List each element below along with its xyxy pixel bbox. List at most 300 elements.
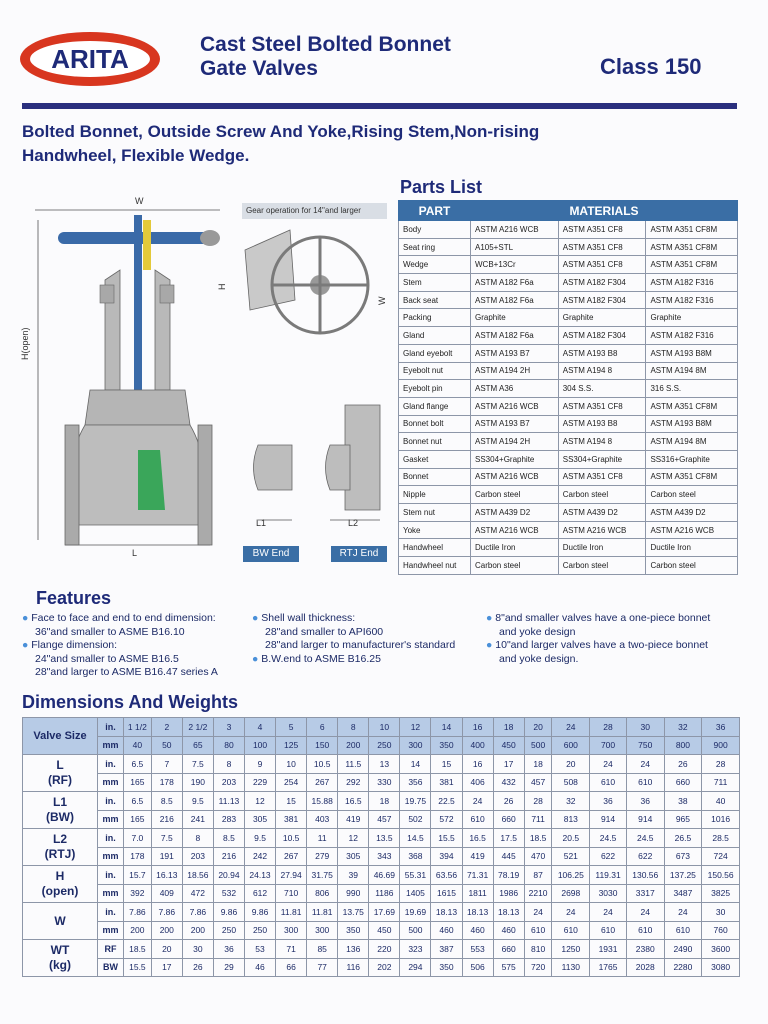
value-cell: 30 — [182, 940, 213, 959]
unit-cell: mm — [98, 884, 124, 903]
dims-row — [23, 866, 740, 885]
size-in-cell: 1 1/2 — [124, 718, 152, 737]
brand-text: ARITA — [51, 44, 129, 74]
value-cell: 724 — [702, 847, 740, 866]
value-cell: 24.13 — [245, 866, 276, 885]
parts-row — [399, 362, 738, 380]
value-cell: 350 — [338, 921, 369, 940]
value-cell: 216 — [151, 810, 182, 829]
value-cell: 612 — [245, 884, 276, 903]
material-cell: Ductile Iron — [646, 539, 738, 557]
value-cell: 711 — [524, 810, 552, 829]
parts-row — [399, 274, 738, 292]
value-cell: 191 — [151, 847, 182, 866]
value-cell: 178 — [151, 773, 182, 792]
dimension-name: WT — [50, 943, 70, 957]
value-cell: 660 — [493, 940, 524, 959]
class-label: Class 150 — [600, 54, 702, 79]
size-in-cell: 30 — [626, 718, 664, 737]
material-cell: ASTM A182 F316 — [646, 274, 738, 292]
value-cell: 11.81 — [276, 903, 307, 922]
size-mm-cell: 400 — [462, 736, 493, 755]
subtitle-line-2: Handwheel, Flexible Wedge. — [22, 146, 250, 165]
value-cell: 610 — [664, 921, 702, 940]
material-cell: ASTM A351 CF8M — [646, 397, 738, 415]
feature-line: 36"and smaller to ASME B16.10 — [35, 625, 185, 638]
value-cell: 28 — [524, 792, 552, 811]
value-cell: 267 — [276, 847, 307, 866]
size-in-cell: 5 — [276, 718, 307, 737]
value-cell: 710 — [276, 884, 307, 903]
value-cell: 267 — [307, 773, 338, 792]
value-cell: 610 — [590, 921, 627, 940]
material-cell: ASTM A194 8 — [558, 362, 646, 380]
material-cell: Ductile Iron — [558, 539, 646, 557]
value-cell: 18.13 — [431, 903, 462, 922]
size-in-cell: 3 — [213, 718, 244, 737]
value-cell: 1250 — [552, 940, 590, 959]
value-cell: 15.5 — [124, 958, 152, 977]
unit-cell: in. — [98, 866, 124, 885]
feature-line: 28"and smaller to API600 — [265, 625, 384, 638]
value-cell: 229 — [245, 773, 276, 792]
value-cell: 720 — [524, 958, 552, 977]
value-cell: 3080 — [702, 958, 740, 977]
dimension-name: L1 — [52, 795, 67, 809]
value-cell: 7.5 — [182, 755, 213, 774]
material-cell: ASTM A182 F316 — [646, 327, 738, 345]
parts-row — [399, 256, 738, 274]
material-cell: ASTM A182 F304 — [558, 327, 646, 345]
value-cell: 150.56 — [702, 866, 740, 885]
value-cell: 368 — [400, 847, 431, 866]
value-cell: 119.31 — [590, 866, 627, 885]
value-cell: 24 — [626, 755, 664, 774]
part-name: Handwheel nut — [399, 557, 471, 575]
page-title — [200, 33, 451, 81]
value-cell: 806 — [307, 884, 338, 903]
size-mm-cell: 40 — [124, 736, 152, 755]
value-cell: 506 — [462, 958, 493, 977]
unit-cell: mm — [98, 810, 124, 829]
value-cell: 392 — [124, 884, 152, 903]
part-name: Gasket — [399, 450, 471, 468]
value-cell: 18.5 — [124, 940, 152, 959]
material-cell: ASTM A351 CF8 — [558, 238, 646, 256]
value-cell: 87 — [524, 866, 552, 885]
material-cell: SS316+Graphite — [646, 450, 738, 468]
dimensions-title: Dimensions And Weights — [22, 692, 239, 712]
value-cell: 11 — [307, 829, 338, 848]
feature-line: and yoke design. — [499, 652, 579, 665]
w-dim-label-2: W — [377, 296, 387, 305]
material-cell: ASTM A194 2H — [471, 433, 559, 451]
feature-line: ● Flange dimension: — [22, 639, 118, 651]
value-cell: 2210 — [524, 884, 552, 903]
size-mm-cell: 100 — [245, 736, 276, 755]
value-cell: 445 — [493, 847, 524, 866]
material-cell: ASTM A193 B8 — [558, 344, 646, 362]
features-col-1 — [22, 612, 218, 680]
value-cell: 16 — [462, 755, 493, 774]
value-cell: 9.5 — [245, 829, 276, 848]
size-in-cell: 32 — [664, 718, 702, 737]
material-cell: ASTM A36 — [471, 380, 559, 398]
material-cell: Carbon steel — [646, 486, 738, 504]
dimension-name: W — [54, 913, 66, 928]
value-cell: 13 — [369, 755, 400, 774]
bullet-icon: ● — [22, 612, 32, 624]
dimension-type: (RTJ) — [44, 847, 76, 861]
value-cell: 521 — [552, 847, 590, 866]
dimension-label — [23, 866, 98, 903]
part-name: Nipple — [399, 486, 471, 504]
value-cell: 28 — [702, 755, 740, 774]
bw-end-label: BW End — [243, 546, 299, 562]
part-name: Gland flange — [399, 397, 471, 415]
value-cell: 78.19 — [493, 866, 524, 885]
feature-line: 28"and larger to ASME B16.47 series A — [35, 666, 218, 678]
material-cell: ASTM A216 WCB — [646, 521, 738, 539]
value-cell: 24 — [590, 903, 627, 922]
material-cell: Carbon steel — [471, 557, 559, 575]
part-name: Back seat — [399, 291, 471, 309]
dims-row — [23, 829, 740, 848]
part-name: Body — [399, 221, 471, 239]
value-cell: 914 — [590, 810, 627, 829]
size-in-cell: 2 — [151, 718, 182, 737]
part-name: Gland eyebolt — [399, 344, 471, 362]
dimension-type: (BW) — [46, 810, 74, 824]
parts-row — [399, 539, 738, 557]
value-cell: 15.88 — [307, 792, 338, 811]
parts-row — [399, 557, 738, 575]
material-cell: ASTM A193 B8 — [558, 415, 646, 433]
value-cell: 553 — [462, 940, 493, 959]
value-cell: 813 — [552, 810, 590, 829]
hopen-dim-label: H(open) — [20, 327, 30, 360]
arita-logo — [18, 30, 162, 88]
part-name: Gland — [399, 327, 471, 345]
bullet-icon: ● — [22, 639, 32, 651]
size-mm-cell: 300 — [400, 736, 431, 755]
features-col-2 — [252, 612, 455, 666]
value-cell: 343 — [369, 847, 400, 866]
material-cell: ASTM A216 WCB — [471, 221, 559, 239]
dimension-label — [23, 792, 98, 829]
value-cell: 165 — [124, 810, 152, 829]
unit-cell: BW — [98, 958, 124, 977]
value-cell: 254 — [276, 773, 307, 792]
value-cell: 116 — [338, 958, 369, 977]
value-cell: 1765 — [590, 958, 627, 977]
value-cell: 14 — [400, 755, 431, 774]
size-in-cell: 4 — [245, 718, 276, 737]
value-cell: 990 — [338, 884, 369, 903]
value-cell: 610 — [626, 921, 664, 940]
value-cell: 10 — [276, 755, 307, 774]
material-cell: ASTM A182 F304 — [558, 291, 646, 309]
value-cell: 294 — [400, 958, 431, 977]
material-cell: 316 S.S. — [646, 380, 738, 398]
value-cell: 17.69 — [369, 903, 400, 922]
value-cell: 1931 — [590, 940, 627, 959]
dims-row — [23, 940, 740, 959]
value-cell: 610 — [552, 921, 590, 940]
value-cell: 305 — [338, 847, 369, 866]
value-cell: 27.94 — [276, 866, 307, 885]
value-cell: 419 — [338, 810, 369, 829]
feature-line: ● 10"and larger valves have a two-piece bonnet — [486, 639, 708, 651]
value-cell: 242 — [245, 847, 276, 866]
dims-row — [23, 958, 740, 977]
value-cell: 63.56 — [431, 866, 462, 885]
value-cell: 575 — [493, 958, 524, 977]
value-cell: 130.56 — [626, 866, 664, 885]
value-cell: 26 — [493, 792, 524, 811]
part-name: Bonnet nut — [399, 433, 471, 451]
parts-row — [399, 221, 738, 239]
l2-dim-label: L2 — [348, 518, 359, 528]
value-cell: 460 — [462, 921, 493, 940]
value-cell: 432 — [493, 773, 524, 792]
value-cell: 16.5 — [338, 792, 369, 811]
l1-dim-label: L1 — [256, 518, 267, 528]
material-cell: ASTM A182 F304 — [558, 274, 646, 292]
value-cell: 20 — [151, 940, 182, 959]
dims-row — [23, 810, 740, 829]
value-cell: 19.75 — [400, 792, 431, 811]
value-cell: 8 — [213, 755, 244, 774]
part-name: Eyebolt pin — [399, 380, 471, 398]
value-cell: 472 — [182, 884, 213, 903]
dimension-type: (RF) — [48, 773, 72, 787]
value-cell: 165 — [124, 773, 152, 792]
subtitle-line-1: Bolted Bonnet, Outside Screw And Yoke,Rising Stem,Non-rising — [22, 122, 540, 141]
value-cell: 220 — [369, 940, 400, 959]
rtj-end-label: RTJ End — [331, 546, 387, 562]
value-cell: 36 — [590, 792, 627, 811]
value-cell: 24.5 — [626, 829, 664, 848]
feature-line: ● 8"and smaller valves have a one-piece bonnet — [486, 612, 711, 624]
parts-row — [399, 397, 738, 415]
value-cell: 406 — [462, 773, 493, 792]
material-cell: ASTM A351 CF8M — [646, 221, 738, 239]
value-cell: 403 — [307, 810, 338, 829]
feature-line: and yoke design — [499, 625, 576, 638]
value-cell: 1130 — [552, 958, 590, 977]
value-cell: 38 — [664, 792, 702, 811]
title-line-2: Gate Valves — [200, 57, 318, 80]
value-cell: 457 — [524, 773, 552, 792]
value-cell: 8.5 — [213, 829, 244, 848]
value-cell: 13.75 — [338, 903, 369, 922]
value-cell: 18 — [369, 792, 400, 811]
part-name: Bonnet — [399, 468, 471, 486]
value-cell: 200 — [182, 921, 213, 940]
dims-header-row — [23, 718, 740, 737]
value-cell: 409 — [151, 884, 182, 903]
value-cell: 279 — [307, 847, 338, 866]
dims-header-row — [23, 736, 740, 755]
value-cell: 18 — [524, 755, 552, 774]
value-cell: 190 — [182, 773, 213, 792]
dims-row — [23, 773, 740, 792]
value-cell: 77 — [307, 958, 338, 977]
value-cell: 71 — [276, 940, 307, 959]
value-cell: 26 — [664, 755, 702, 774]
value-cell: 20.94 — [213, 866, 244, 885]
value-cell: 283 — [213, 810, 244, 829]
unit-cell: in. — [98, 718, 124, 737]
material-cell: Graphite — [471, 309, 559, 327]
value-cell: 24 — [590, 755, 627, 774]
value-cell: 18.56 — [182, 866, 213, 885]
parts-row — [399, 380, 738, 398]
value-cell: 387 — [431, 940, 462, 959]
value-cell: 381 — [276, 810, 307, 829]
value-cell: 610 — [590, 773, 627, 792]
value-cell: 457 — [369, 810, 400, 829]
part-name: Packing — [399, 309, 471, 327]
parts-list-title: Parts List — [400, 177, 483, 197]
dimension-label — [23, 755, 98, 792]
value-cell: 532 — [213, 884, 244, 903]
h-dim-label: H — [217, 283, 227, 290]
value-cell: 622 — [590, 847, 627, 866]
value-cell: 8 — [182, 829, 213, 848]
value-cell: 66 — [276, 958, 307, 977]
value-cell: 106.25 — [552, 866, 590, 885]
parts-table — [398, 200, 738, 575]
parts-col-part: PART — [399, 201, 471, 221]
value-cell: 7.0 — [124, 829, 152, 848]
material-cell: Carbon steel — [646, 557, 738, 575]
part-name: Bonnet bolt — [399, 415, 471, 433]
value-cell: 85 — [307, 940, 338, 959]
value-cell: 7.86 — [124, 903, 152, 922]
value-cell: 610 — [462, 810, 493, 829]
size-mm-cell: 750 — [626, 736, 664, 755]
part-name: Handwheel — [399, 539, 471, 557]
value-cell: 24 — [626, 903, 664, 922]
part-name: Wedge — [399, 256, 471, 274]
dimension-type: (kg) — [49, 958, 71, 972]
dimension-label — [23, 940, 98, 977]
value-cell: 460 — [493, 921, 524, 940]
feature-line: ● Shell wall thickness: — [252, 612, 356, 624]
value-cell: 2698 — [552, 884, 590, 903]
value-cell: 55.31 — [400, 866, 431, 885]
value-cell: 1986 — [493, 884, 524, 903]
material-cell: A105+STL — [471, 238, 559, 256]
value-cell: 18.13 — [493, 903, 524, 922]
value-cell: 24 — [524, 903, 552, 922]
unit-cell: mm — [98, 921, 124, 940]
features-title: Features — [36, 588, 112, 608]
bullet-icon: ● — [252, 652, 262, 665]
value-cell: 26 — [182, 958, 213, 977]
w-dim-label: W — [135, 196, 144, 206]
parts-row — [399, 291, 738, 309]
value-cell: 3600 — [702, 940, 740, 959]
material-cell: ASTM A351 CF8 — [558, 397, 646, 415]
dimension-label — [23, 903, 98, 940]
material-cell: ASTM A439 D2 — [558, 504, 646, 522]
value-cell: 470 — [524, 847, 552, 866]
material-cell: SS304+Graphite — [471, 450, 559, 468]
unit-cell: in. — [98, 792, 124, 811]
part-name: Yoke — [399, 521, 471, 539]
material-cell: ASTM A216 WCB — [471, 521, 559, 539]
value-cell: 15.5 — [431, 829, 462, 848]
value-cell: 300 — [276, 921, 307, 940]
value-cell: 200 — [151, 921, 182, 940]
value-cell: 28.5 — [702, 829, 740, 848]
feature-line: ● B.W.end to ASME B16.25 — [252, 652, 381, 665]
value-cell: 30 — [702, 903, 740, 922]
value-cell: 356 — [400, 773, 431, 792]
value-cell: 13.5 — [369, 829, 400, 848]
value-cell: 24 — [552, 903, 590, 922]
value-cell: 17 — [493, 755, 524, 774]
value-cell: 2280 — [664, 958, 702, 977]
value-cell: 136 — [338, 940, 369, 959]
value-cell: 1811 — [462, 884, 493, 903]
value-cell: 9 — [245, 755, 276, 774]
size-in-cell: 24 — [552, 718, 590, 737]
size-in-cell: 16 — [462, 718, 493, 737]
value-cell: 3487 — [664, 884, 702, 903]
valve-size-label: Valve Size — [23, 718, 98, 755]
value-cell: 46 — [245, 958, 276, 977]
value-cell: 20.5 — [552, 829, 590, 848]
value-cell: 15 — [431, 755, 462, 774]
value-cell: 137.25 — [664, 866, 702, 885]
value-cell: 46.69 — [369, 866, 400, 885]
dimension-label — [23, 829, 98, 866]
value-cell: 450 — [369, 921, 400, 940]
material-cell: ASTM A193 B7 — [471, 344, 559, 362]
value-cell: 203 — [182, 847, 213, 866]
value-cell: 7.86 — [182, 903, 213, 922]
value-cell: 394 — [431, 847, 462, 866]
material-cell: 304 S.S. — [558, 380, 646, 398]
value-cell: 572 — [431, 810, 462, 829]
size-in-cell: 6 — [307, 718, 338, 737]
feature-line: 24"and smaller to ASME B16.5 — [35, 652, 179, 665]
value-cell: 241 — [182, 810, 213, 829]
unit-cell: in. — [98, 755, 124, 774]
dims-row — [23, 884, 740, 903]
value-cell: 29 — [213, 958, 244, 977]
value-cell: 673 — [664, 847, 702, 866]
value-cell: 11.81 — [307, 903, 338, 922]
dimension-type: (open) — [41, 884, 79, 898]
value-cell: 20 — [552, 755, 590, 774]
value-cell: 292 — [338, 773, 369, 792]
material-cell: ASTM A351 CF8 — [558, 256, 646, 274]
value-cell: 965 — [664, 810, 702, 829]
bullet-icon: ● — [486, 612, 496, 624]
value-cell: 419 — [462, 847, 493, 866]
parts-row — [399, 415, 738, 433]
material-cell: ASTM A182 F6a — [471, 327, 559, 345]
value-cell: 460 — [431, 921, 462, 940]
value-cell: 622 — [626, 847, 664, 866]
material-cell: Ductile Iron — [471, 539, 559, 557]
value-cell: 3825 — [702, 884, 740, 903]
